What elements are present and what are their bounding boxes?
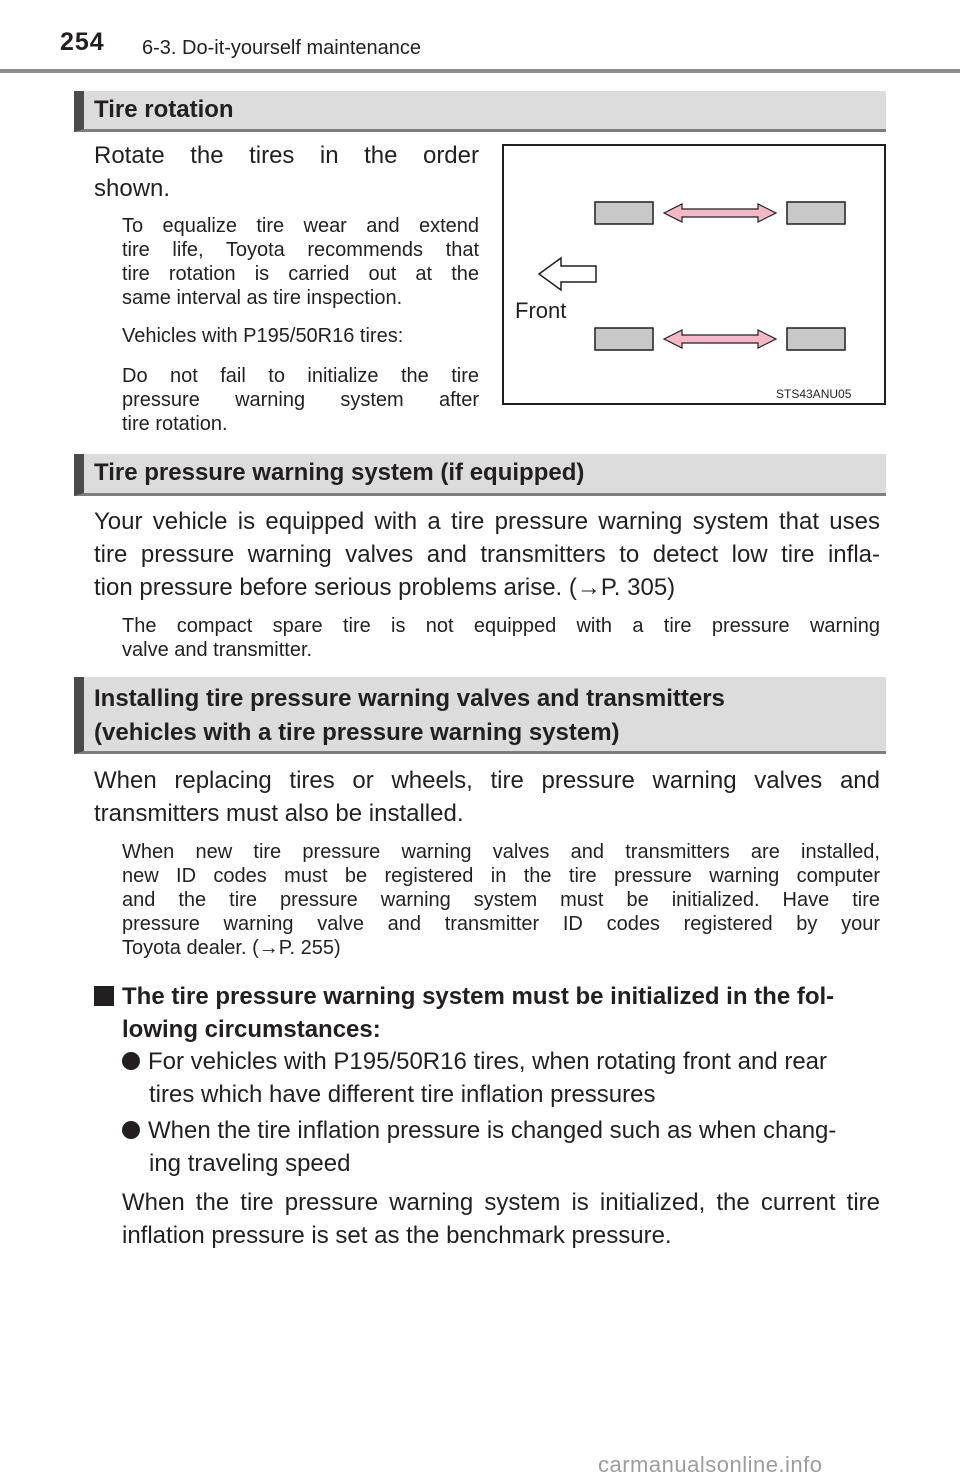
tpws-note — [122, 614, 880, 662]
bullet-1-line-2: tires which have different tire inflation pressures — [149, 1081, 656, 1108]
initialize-title-line-1 — [94, 980, 880, 1013]
heading-tire-rotation — [74, 91, 886, 132]
front-label: Front — [515, 298, 567, 323]
initialize-title-text: The tire pressure warning system must be initialized in the fol- — [122, 983, 835, 1010]
tire-front-left — [595, 202, 653, 224]
bullet-1-line-1 — [122, 1045, 880, 1078]
bullet-dot-icon — [122, 1121, 140, 1139]
bullet-2-line-1 — [122, 1114, 880, 1147]
tpws-line: tire pressure warning valves and transmitters to detect low tire infla- — [94, 541, 880, 568]
tpws-body — [94, 505, 880, 604]
installing-note-line: and the tire pressure warning system must be initialized. Have tire — [122, 889, 880, 911]
closing-line: inflation pressure is set as the benchmark pressure. — [122, 1222, 672, 1249]
initialize-title — [94, 980, 880, 1046]
note-line: tire rotation is carried out at the — [122, 263, 479, 285]
intro-line-2: shown. — [94, 175, 171, 202]
bullet-2-text: When the tire inflation pressure is changed such as when chang- — [148, 1117, 837, 1144]
section-title: 6-3. Do-it-yourself maintenance — [142, 37, 422, 59]
heading-installing-line-1: Installing tire pressure warning valves and transmitters — [94, 685, 725, 712]
installing-line: transmitters must also be installed. — [94, 800, 464, 827]
installing-note-line: pressure warning valve and transmitter ID codes registered by your — [122, 913, 880, 935]
tire-rotation-warning — [122, 364, 479, 436]
installing-note — [122, 840, 880, 960]
installing-body — [94, 764, 880, 830]
warning-line: pressure warning system after — [122, 389, 479, 411]
initialize-title-line-2: lowing circumstances: — [122, 1016, 381, 1043]
tire-rotation-figure — [502, 144, 886, 405]
installing-note-line: new ID codes must be registered in the tire pressure warning computer — [122, 865, 880, 887]
installing-line: When replacing tires or wheels, tire pressure warning valves and — [94, 767, 880, 794]
initialize-closing — [122, 1186, 880, 1252]
page-number: 254 — [60, 28, 105, 56]
front-direction-arrow — [539, 258, 596, 290]
note-line: To equalize tire wear and extend — [122, 215, 479, 237]
heading-tpws — [74, 454, 886, 496]
installing-note-line: Toyota dealer. (→P. 255) — [122, 937, 341, 959]
installing-note-line: When new tire pressure warning valves and transmitters are installed, — [122, 841, 880, 863]
page-header — [0, 0, 960, 76]
watermark: carmanualsonline.info — [598, 1452, 823, 1477]
warning-line: tire rotation. — [122, 413, 228, 435]
bullet-item-1 — [122, 1045, 880, 1111]
tire-rotation-intro — [94, 139, 479, 205]
closing-line: When the tire pressure warning system is initialized, the current tire — [122, 1189, 880, 1216]
tire-rotation-diagram — [504, 146, 884, 403]
tpws-line: tion pressure before serious problems arise. (→P. 305) — [94, 574, 676, 601]
tpws-note-line: The compact spare tire is not equipped with a tire pressure warning — [122, 615, 880, 637]
tire-front-right — [595, 328, 653, 350]
intro-line-1: Rotate the tires in the order — [94, 142, 479, 169]
bullet-1-text: For vehicles with P195/50R16 tires, when rotating front and rear — [148, 1048, 828, 1075]
swap-arrow-bottom — [664, 330, 776, 348]
swap-arrow-top — [664, 204, 776, 222]
bullet-item-2 — [122, 1114, 880, 1180]
tpws-note-line: valve and transmitter. — [122, 639, 313, 661]
tire-rear-right — [787, 328, 845, 350]
bullet-dot-icon — [122, 1052, 140, 1070]
figure-code: STS43ANU05 — [776, 387, 852, 401]
tire-rear-left — [787, 202, 845, 224]
tpws-line: Your vehicle is equipped with a tire pressure warning system that uses — [94, 508, 880, 535]
heading-installing — [74, 677, 886, 754]
bullet-2-line-2: ing traveling speed — [149, 1150, 351, 1177]
heading-installing-line-2: (vehicles with a tire pressure warning system) — [94, 719, 620, 746]
heading-tpws-text: Tire pressure warning system (if equipped) — [94, 459, 585, 486]
tire-rotation-note — [122, 214, 479, 310]
vehicles-line: Vehicles with P195/50R16 tires: — [122, 325, 404, 347]
note-line: tire life, Toyota recommends that — [122, 239, 479, 261]
square-bullet-icon — [94, 986, 114, 1006]
header-divider — [0, 69, 960, 73]
heading-tire-rotation-text: Tire rotation — [94, 96, 234, 123]
warning-line: Do not fail to initialize the tire — [122, 365, 479, 387]
note-line: same interval as tire inspection. — [122, 287, 403, 309]
